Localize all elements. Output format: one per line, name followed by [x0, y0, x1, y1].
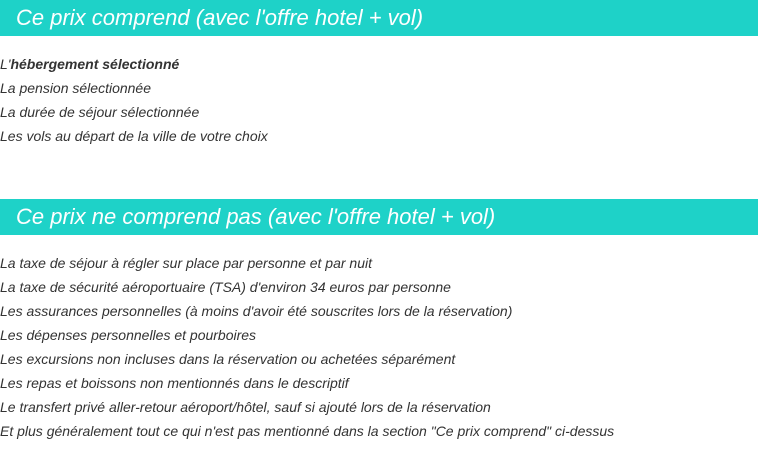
included-item-prefix: L' — [0, 56, 11, 72]
list-item: Le transfert privé aller-retour aéroport/hôtel, sauf si ajouté lors de la réservation — [0, 399, 491, 415]
list-item: Les dépenses personnelles et pourboires — [0, 327, 257, 343]
list-item: Les excursions non incluses dans la réservation ou achetées séparément — [0, 351, 456, 367]
excluded-section — [0, 199, 758, 443]
list-item: La taxe de sécurité aéroportuaire (TSA) d'environ 34 euros par personne — [0, 279, 451, 295]
list-item: Les repas et boissons non mentionnés dans le descriptif — [0, 375, 349, 391]
excluded-list — [0, 251, 758, 443]
included-item-strong: hébergement sélectionné — [10, 56, 180, 72]
included-section — [0, 0, 758, 148]
list-item: Les vols au départ de la ville de votre choix — [0, 128, 268, 144]
included-section-title: Ce prix comprend (avec l'offre hotel + vol) — [0, 0, 758, 36]
list-item: La pension sélectionnée — [0, 80, 152, 96]
list-item: La durée de séjour sélectionnée — [0, 104, 200, 120]
list-item: Les assurances personnelles (à moins d'avoir été souscrites lors de la réservation) — [0, 303, 513, 319]
excluded-section-title: Ce prix ne comprend pas (avec l'offre hotel + vol) — [0, 199, 758, 235]
list-item: Et plus généralement tout ce qui n'est pas mentionné dans la section "Ce prix comprend" ci-dessus — [0, 423, 615, 439]
list-item: La taxe de séjour à régler sur place par personne et par nuit — [0, 255, 373, 271]
list-item — [0, 52, 758, 76]
included-list — [0, 52, 758, 148]
